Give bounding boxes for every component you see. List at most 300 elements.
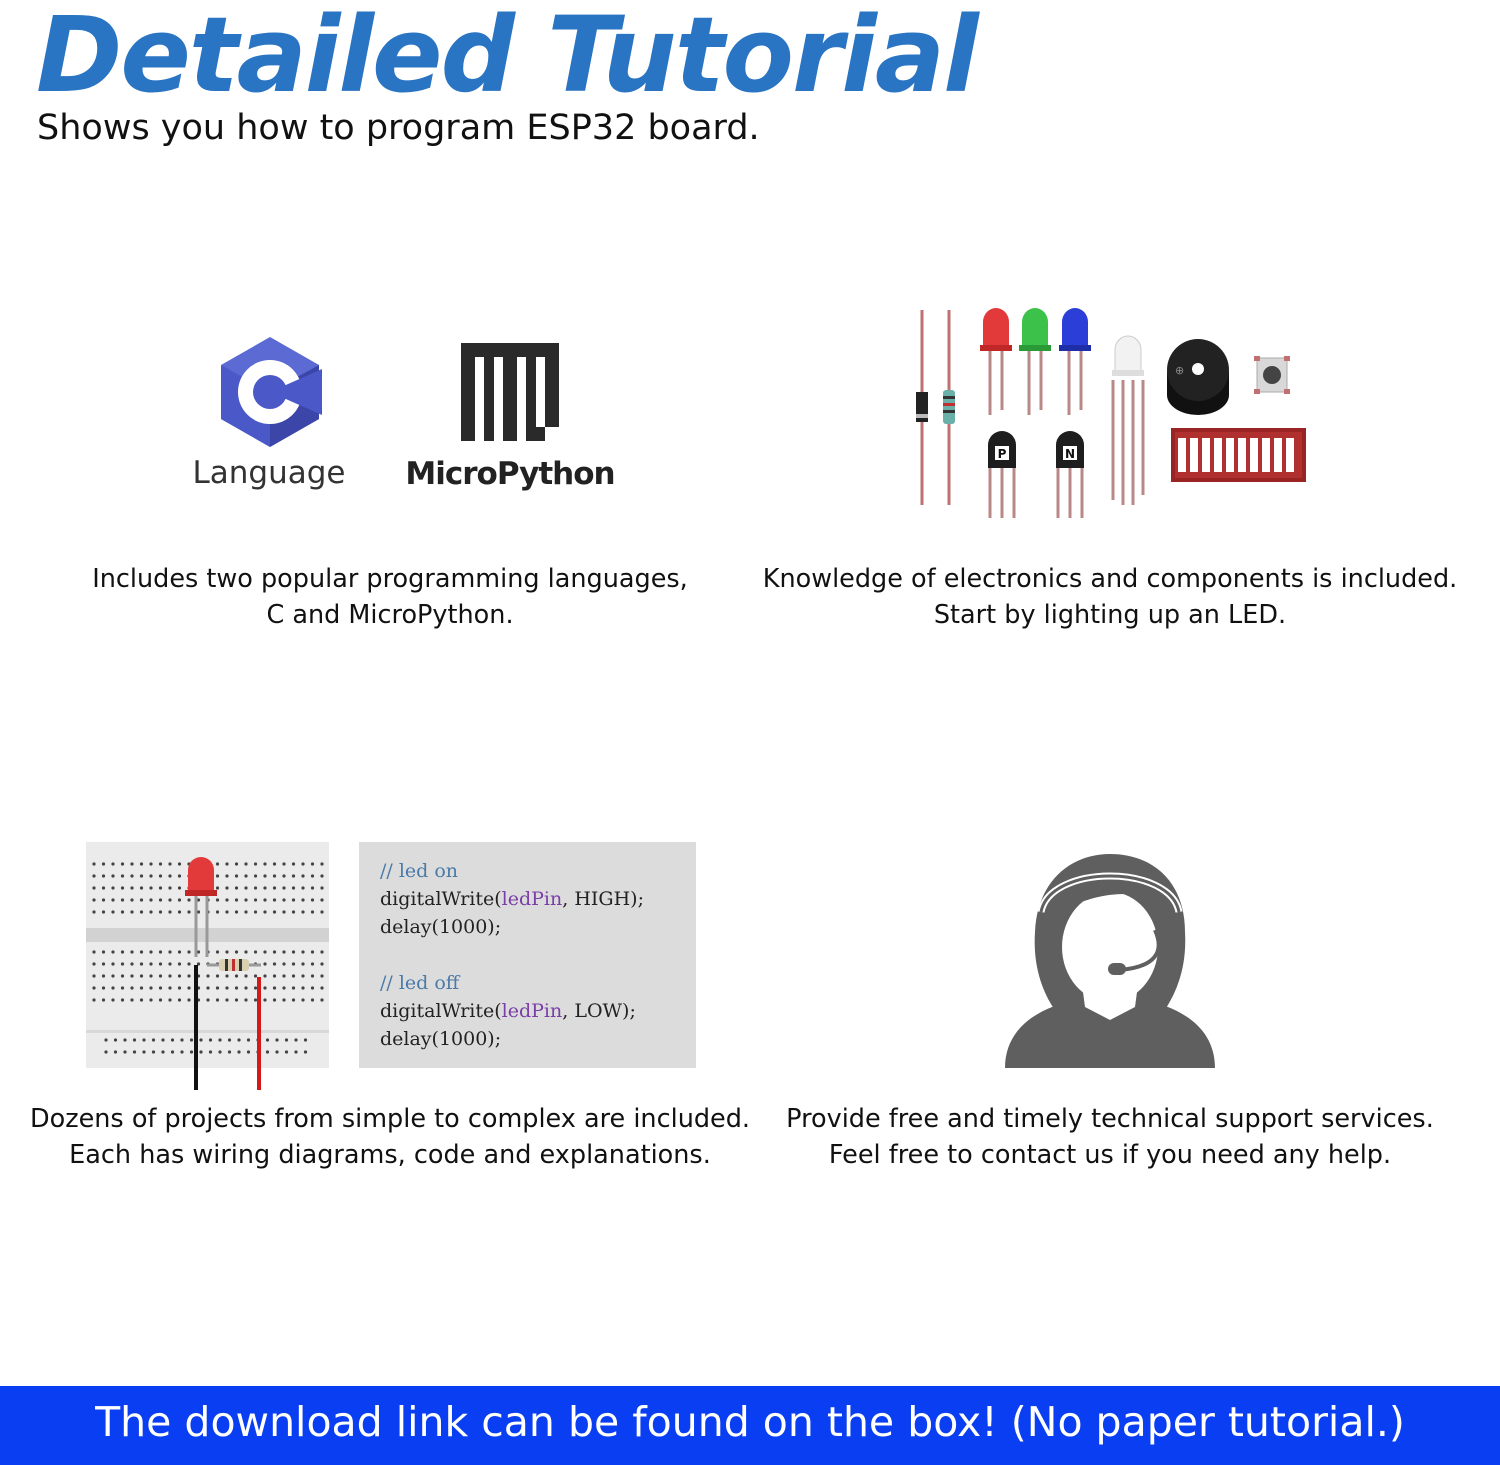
breadboard-hole: [92, 874, 95, 877]
breadboard-hole: [282, 862, 285, 865]
breadboard-hole: [301, 998, 304, 1001]
breadboard-hole: [140, 862, 143, 865]
code-args: , LOW);: [562, 1000, 636, 1022]
code-line: [380, 972, 459, 994]
breadboard-hole: [218, 1038, 221, 1041]
breadboard-hole: [292, 962, 295, 965]
breadboard-hole: [121, 862, 124, 865]
breadboard-hole: [180, 1038, 183, 1041]
breadboard-hole: [161, 1050, 164, 1053]
breadboard-hole: [282, 910, 285, 913]
electronic-components-illustration: [905, 300, 1315, 525]
breadboard-hole: [178, 898, 181, 901]
breadboard-hole: [282, 986, 285, 989]
breadboard-hole: [216, 874, 219, 877]
caption-line: Start by lighting up an LED.: [933, 600, 1287, 630]
breadboard-hole: [244, 950, 247, 953]
breadboard-hole: [254, 862, 257, 865]
breadboard-hole: [244, 886, 247, 889]
breadboard-hole: [140, 910, 143, 913]
breadboard-hole: [235, 998, 238, 1001]
breadboard-hole: [209, 1038, 212, 1041]
breadboard-hole: [140, 886, 143, 889]
breadboard-hole: [121, 886, 124, 889]
breadboard-hole: [178, 950, 181, 953]
breadboard-hole: [263, 998, 266, 1001]
breadboard-hole: [244, 998, 247, 1001]
breadboard-hole: [254, 898, 257, 901]
breadboard-hole: [159, 862, 162, 865]
breadboard-hole: [149, 910, 152, 913]
breadboard-hole: [121, 910, 124, 913]
breadboard-hole: [92, 862, 95, 865]
breadboard-hole: [216, 862, 219, 865]
breadboard-hole: [218, 1050, 221, 1053]
breadboard-hole: [140, 950, 143, 953]
breadboard-hole: [130, 862, 133, 865]
code-sample-panel: [359, 842, 696, 1068]
breadboard-hole: [178, 974, 181, 977]
breadboard-hole: [292, 950, 295, 953]
support-agent-headset-icon: [1005, 842, 1215, 1068]
breadboard-hole: [320, 962, 323, 965]
breadboard-hole: [282, 974, 285, 977]
breadboard-hole: [216, 998, 219, 1001]
breadboard-hole: [225, 974, 228, 977]
breadboard-hole: [244, 874, 247, 877]
breadboard-hole: [130, 886, 133, 889]
breadboard-hole: [149, 874, 152, 877]
caption-line: Dozens of projects from simple to complex are included.: [29, 1104, 751, 1134]
breadboard-hole: [237, 1050, 240, 1053]
code-variable: ledPin: [501, 888, 563, 910]
breadboard-hole: [190, 1038, 193, 1041]
breadboard-hole: [111, 898, 114, 901]
breadboard-hole: [266, 1038, 269, 1041]
breadboard-hole: [301, 874, 304, 877]
breadboard-hole: [102, 950, 105, 953]
code-line: [380, 916, 501, 938]
breadboard-hole: [301, 886, 304, 889]
breadboard-hole: [273, 910, 276, 913]
breadboard-hole: [282, 886, 285, 889]
breadboard-hole: [92, 910, 95, 913]
page-title: Detailed Tutorial: [36, 0, 977, 116]
breadboard-hole: [130, 974, 133, 977]
breadboard-hole: [92, 962, 95, 965]
breadboard-hole: [168, 974, 171, 977]
breadboard-hole: [320, 862, 323, 865]
breadboard-hole: [130, 910, 133, 913]
code-line: [380, 860, 458, 882]
breadboard-hole: [168, 950, 171, 953]
breadboard-hole: [311, 898, 314, 901]
breadboard-hole: [301, 910, 304, 913]
breadboard-hole: [149, 962, 152, 965]
breadboard-hole: [102, 962, 105, 965]
breadboard-hole: [92, 974, 95, 977]
breadboard-hole: [311, 910, 314, 913]
breadboard-hole: [263, 962, 266, 965]
breadboard-hole: [159, 874, 162, 877]
led-blue-icon: [1059, 308, 1091, 415]
language-label: Language: [192, 455, 346, 491]
breadboard-hole: [149, 862, 152, 865]
breadboard-hole: [92, 886, 95, 889]
breadboard-hole: [159, 986, 162, 989]
breadboard-hole: [216, 898, 219, 901]
breadboard-hole: [190, 1050, 193, 1053]
breadboard-hole: [275, 1050, 278, 1053]
code-function: digitalWrite: [380, 888, 495, 910]
feature-caption-languages: [40, 561, 740, 633]
breadboard-hole: [92, 998, 95, 1001]
breadboard-hole: [159, 950, 162, 953]
feature-caption-projects: [20, 1101, 760, 1173]
code-paren: (: [494, 888, 502, 910]
breadboard-hole: [114, 1038, 117, 1041]
breadboard-hole: [149, 986, 152, 989]
breadboard-hole: [130, 986, 133, 989]
breadboard-hole: [216, 950, 219, 953]
breadboard-hole: [178, 910, 181, 913]
breadboard-hole: [292, 898, 295, 901]
breadboard-hole: [133, 1050, 136, 1053]
breadboard-hole: [199, 1050, 202, 1053]
breadboard-hole: [235, 910, 238, 913]
breadboard-hole: [244, 898, 247, 901]
breadboard-hole: [225, 874, 228, 877]
breadboard-hole: [235, 950, 238, 953]
breadboard-hole: [102, 898, 105, 901]
breadboard-hole: [294, 1038, 297, 1041]
breadboard-hole: [225, 910, 228, 913]
breadboard-hole: [130, 998, 133, 1001]
breadboard-hole: [152, 1050, 155, 1053]
page-subtitle: Shows you how to program ESP32 board.: [37, 108, 760, 148]
breadboard-hole: [216, 986, 219, 989]
breadboard-hole: [320, 974, 323, 977]
breadboard-hole: [140, 962, 143, 965]
breadboard-hole: [301, 862, 304, 865]
rgb-led-icon: [1112, 336, 1144, 505]
buzzer-icon: [1167, 339, 1229, 415]
breadboard-hole: [216, 910, 219, 913]
breadboard-hole: [292, 886, 295, 889]
breadboard-hole: [159, 962, 162, 965]
breadboard-hole: [206, 986, 209, 989]
breadboard-hole: [102, 886, 105, 889]
breadboard-hole: [282, 898, 285, 901]
breadboard-hole: [292, 998, 295, 1001]
breadboard-hole: [311, 874, 314, 877]
breadboard-hole: [104, 1038, 107, 1041]
breadboard-hole: [130, 898, 133, 901]
breadboard-hole: [263, 910, 266, 913]
breadboard-hole: [114, 1050, 117, 1053]
breadboard-hole: [263, 950, 266, 953]
breadboard-hole: [149, 974, 152, 977]
breadboard-hole: [142, 1038, 145, 1041]
breadboard-hole: [263, 974, 266, 977]
breadboard-hole: [149, 998, 152, 1001]
code-args: , HIGH);: [562, 888, 644, 910]
breadboard-hole: [121, 898, 124, 901]
breadboard-hole: [159, 898, 162, 901]
breadboard-hole: [225, 886, 228, 889]
code-delay: delay(1000);: [380, 1028, 502, 1050]
breadboard-hole: [178, 962, 181, 965]
breadboard-hole: [102, 998, 105, 1001]
breadboard-hole: [320, 886, 323, 889]
breadboard-hole: [311, 886, 314, 889]
breadboard-hole: [187, 950, 190, 953]
breadboard-hole: [320, 950, 323, 953]
breadboard-hole: [149, 950, 152, 953]
breadboard-hole: [121, 874, 124, 877]
breadboard-hole: [168, 986, 171, 989]
breadboard-hole: [254, 986, 257, 989]
breadboard-hole: [111, 862, 114, 865]
breadboard-hole: [133, 1038, 136, 1041]
breadboard-hole: [159, 886, 162, 889]
breadboard-hole: [111, 986, 114, 989]
svg-text:⊕: ⊕: [1175, 364, 1185, 377]
micropython-logo: [461, 343, 559, 441]
breadboard-hole: [140, 998, 143, 1001]
breadboard-hole: [102, 910, 105, 913]
breadboard-hole: [168, 998, 171, 1001]
c-language-logo: [218, 335, 322, 449]
breadboard-hole: [111, 974, 114, 977]
breadboard-hole: [225, 862, 228, 865]
breadboard-hole: [266, 1050, 269, 1053]
breadboard-hole: [92, 986, 95, 989]
transistor-p-icon: [988, 431, 1016, 518]
breadboard-hole: [282, 950, 285, 953]
breadboard-hole: [187, 998, 190, 1001]
breadboard-hole: [140, 898, 143, 901]
breadboard-hole: [121, 974, 124, 977]
breadboard-hole: [235, 862, 238, 865]
code-line: [380, 888, 644, 910]
breadboard-hole: [111, 886, 114, 889]
breadboard-hole: [273, 950, 276, 953]
breadboard-hole: [225, 898, 228, 901]
breadboard-hole: [92, 950, 95, 953]
breadboard-hole: [102, 986, 105, 989]
breadboard-hole: [254, 998, 257, 1001]
breadboard-hole: [273, 962, 276, 965]
breadboard-hole: [159, 998, 162, 1001]
download-banner: [0, 1386, 1500, 1465]
breadboard-hole: [225, 950, 228, 953]
breadboard-hole: [206, 998, 209, 1001]
code-variable: ledPin: [501, 1000, 563, 1022]
breadboard-hole: [168, 962, 171, 965]
breadboard-hole: [111, 998, 114, 1001]
breadboard-hole: [168, 910, 171, 913]
breadboard-hole: [92, 898, 95, 901]
breadboard-hole: [244, 862, 247, 865]
breadboard-led-circuit: [86, 842, 330, 1090]
breadboard-hole: [228, 1038, 231, 1041]
breadboard-hole: [171, 1038, 174, 1041]
breadboard-hole: [275, 1038, 278, 1041]
breadboard-hole: [301, 950, 304, 953]
breadboard-hole: [216, 886, 219, 889]
breadboard-hole: [142, 1050, 145, 1053]
code-delay: delay(1000);: [380, 916, 502, 938]
breadboard-hole: [235, 874, 238, 877]
breadboard-hole: [273, 998, 276, 1001]
breadboard-hole: [159, 910, 162, 913]
breadboard-hole: [149, 886, 152, 889]
breadboard-hole: [102, 862, 105, 865]
caption-line: Includes two popular programming languages,: [92, 564, 688, 594]
breadboard-hole: [102, 974, 105, 977]
breadboard-hole: [311, 974, 314, 977]
breadboard-hole: [152, 1038, 155, 1041]
code-paren: (: [494, 1000, 502, 1022]
breadboard-hole: [140, 874, 143, 877]
breadboard-hole: [282, 998, 285, 1001]
code-comment: // led on: [380, 860, 459, 882]
breadboard-hole: [304, 1038, 307, 1041]
breadboard-hole: [311, 862, 314, 865]
breadboard-hole: [178, 886, 181, 889]
breadboard-hole: [121, 950, 124, 953]
breadboard-hole: [121, 986, 124, 989]
breadboard-hole: [180, 1050, 183, 1053]
breadboard-hole: [273, 874, 276, 877]
code-function: digitalWrite: [380, 1000, 495, 1022]
breadboard-hole: [102, 874, 105, 877]
breadboard-hole: [263, 886, 266, 889]
breadboard-hole: [301, 898, 304, 901]
transistor-n-icon: [1056, 431, 1084, 518]
breadboard-hole: [292, 910, 295, 913]
breadboard-hole: [273, 898, 276, 901]
breadboard-hole: [130, 962, 133, 965]
breadboard-hole: [159, 974, 162, 977]
code-line: [380, 1028, 501, 1050]
led-green-icon: [1019, 308, 1051, 415]
breadboard-hole: [285, 1050, 288, 1053]
breadboard-hole: [168, 886, 171, 889]
breadboard-hole: [161, 1038, 164, 1041]
breadboard-hole: [244, 910, 247, 913]
breadboard-hole: [320, 874, 323, 877]
breadboard-hole: [140, 974, 143, 977]
led-red-icon: [980, 308, 1012, 415]
breadboard-hole: [301, 986, 304, 989]
breadboard-hole: [168, 898, 171, 901]
breadboard-hole: [237, 1038, 240, 1041]
breadboard-hole: [171, 1050, 174, 1053]
breadboard-hole: [121, 962, 124, 965]
breadboard-hole: [254, 950, 257, 953]
breadboard-hole: [178, 874, 181, 877]
breadboard-hole: [235, 898, 238, 901]
breadboard-hole: [187, 898, 190, 901]
feature-caption-support: [760, 1101, 1460, 1173]
breadboard-hole: [263, 874, 266, 877]
caption-line: Feel free to contact us if you need any help.: [828, 1140, 1392, 1170]
breadboard-hole: [254, 886, 257, 889]
breadboard-hole: [235, 974, 238, 977]
breadboard-hole: [292, 874, 295, 877]
breadboard-hole: [225, 998, 228, 1001]
breadboard-hole: [178, 998, 181, 1001]
breadboard-hole: [121, 998, 124, 1001]
breadboard-hole: [282, 874, 285, 877]
breadboard-hole: [228, 1050, 231, 1053]
breadboard-hole: [311, 950, 314, 953]
breadboard-hole: [273, 974, 276, 977]
breadboard-hole: [311, 998, 314, 1001]
breadboard-hole: [320, 910, 323, 913]
breadboard-hole: [187, 910, 190, 913]
breadboard-hole: [247, 1038, 250, 1041]
breadboard-hole: [235, 986, 238, 989]
breadboard-hole: [149, 898, 152, 901]
push-button-icon: [1254, 356, 1290, 394]
breadboard-hole: [304, 1050, 307, 1053]
breadboard-hole: [254, 910, 257, 913]
breadboard-hole: [292, 974, 295, 977]
breadboard-hole: [301, 962, 304, 965]
breadboard-hole: [225, 986, 228, 989]
breadboard-hole: [285, 1038, 288, 1041]
breadboard-hole: [199, 1038, 202, 1041]
breadboard-hole: [130, 950, 133, 953]
caption-line: Knowledge of electronics and components is included.: [762, 564, 1458, 594]
breadboard-hole: [320, 998, 323, 1001]
breadboard-hole: [130, 874, 133, 877]
breadboard-hole: [178, 986, 181, 989]
breadboard-hole: [247, 1050, 250, 1053]
breadboard-hole: [263, 898, 266, 901]
breadboard-hole: [254, 974, 257, 977]
breadboard-hole: [301, 974, 304, 977]
breadboard-hole: [311, 986, 314, 989]
caption-line: C and MicroPython.: [266, 600, 514, 630]
breadboard-hole: [209, 1050, 212, 1053]
breadboard-hole: [216, 974, 219, 977]
breadboard-hole: [111, 874, 114, 877]
breadboard-hole: [320, 898, 323, 901]
breadboard-hole: [111, 950, 114, 953]
micropython-label: MicroPython: [405, 456, 615, 492]
transistor-p-label: P: [997, 447, 1007, 461]
breadboard-hole: [273, 886, 276, 889]
breadboard-hole: [292, 986, 295, 989]
breadboard-hole: [244, 974, 247, 977]
led-bar-graph-icon: [1171, 428, 1306, 482]
transistor-n-label: N: [1064, 447, 1076, 461]
breadboard-hole: [235, 886, 238, 889]
breadboard-hole: [111, 962, 114, 965]
breadboard-hole: [292, 862, 295, 865]
breadboard-hole: [311, 962, 314, 965]
breadboard-hole: [140, 986, 143, 989]
breadboard-hole: [178, 862, 181, 865]
breadboard-hole: [187, 986, 190, 989]
caption-line: Each has wiring diagrams, code and explanations.: [69, 1140, 711, 1170]
breadboard-hole: [320, 986, 323, 989]
breadboard-hole: [206, 974, 209, 977]
